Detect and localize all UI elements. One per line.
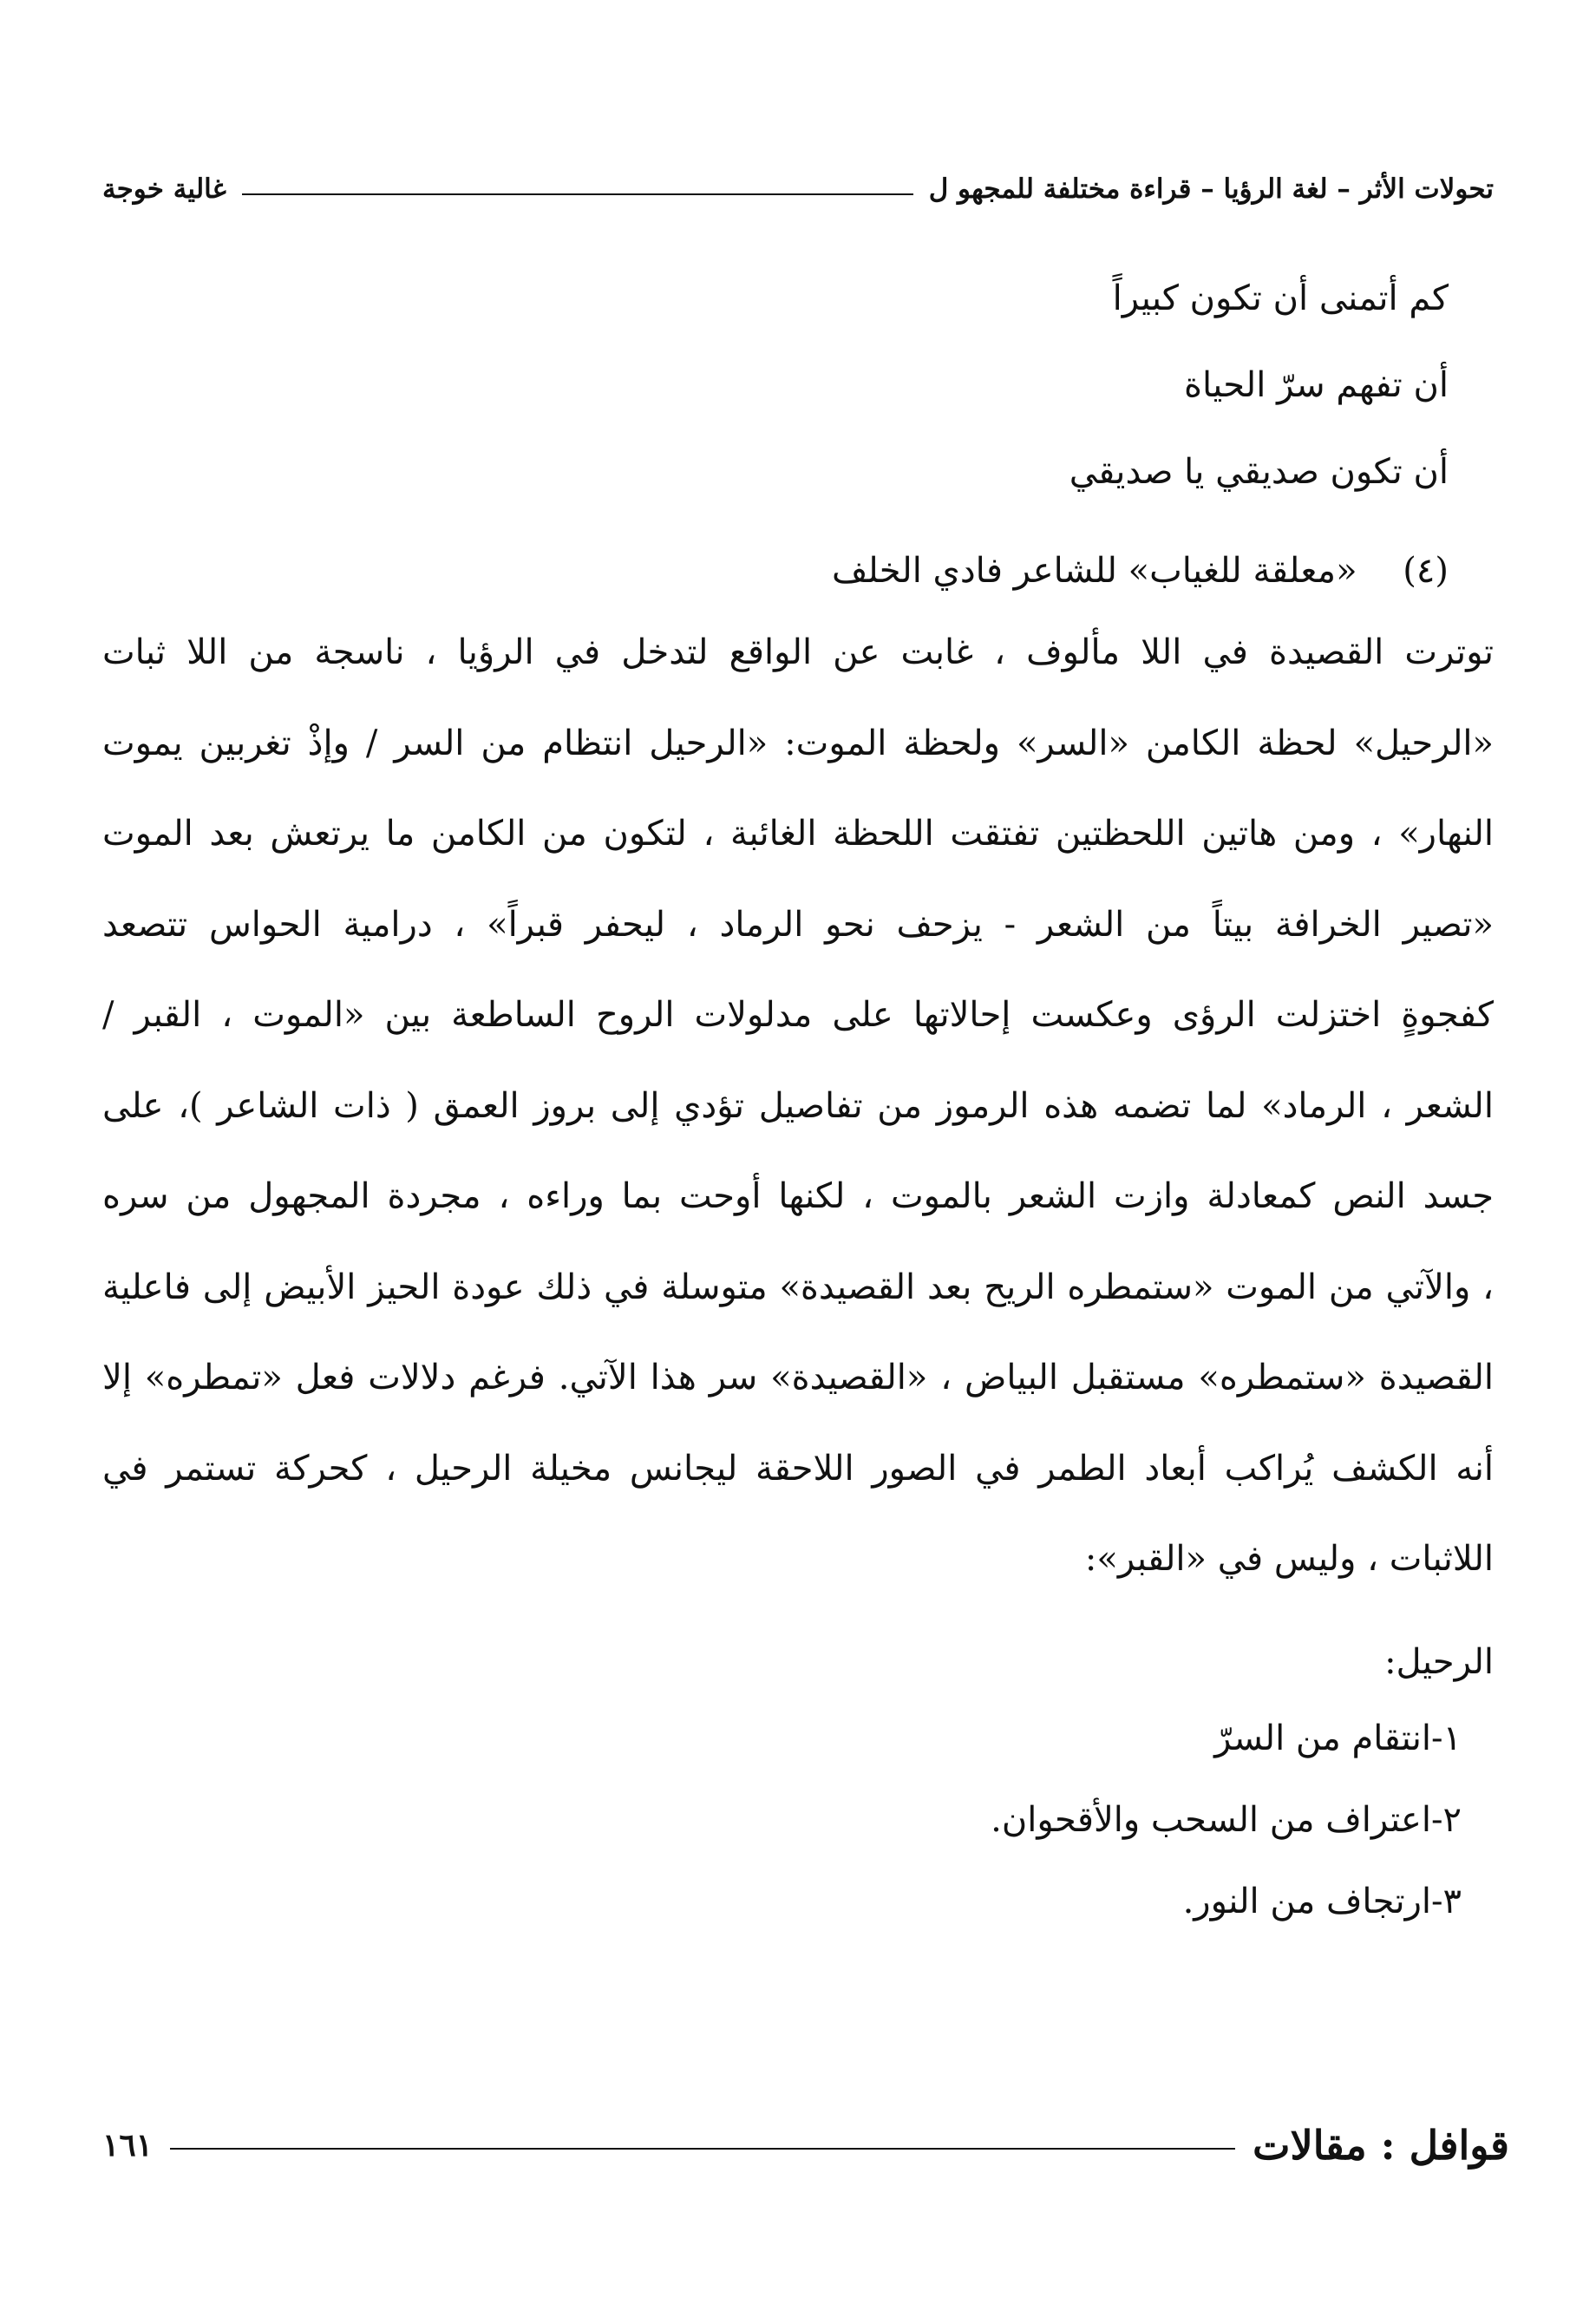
section-title: «معلقة للغياب» للشاعر فادي الخلف <box>832 551 1357 591</box>
header-rule <box>242 193 913 195</box>
article-title: تحولات الأثر – لغة الرؤيا – قراءة مختلفة للمجهو ل <box>928 173 1494 205</box>
footer-rule <box>170 2148 1235 2150</box>
list-item: ٢-اعتراف من السحب والأقحوان. <box>991 1800 1462 1840</box>
paragraph-line: أنه الكشف يُراكب أبعاد الطمر في الصور اللاحقة ليجانس مخيلة الرحيل ، كحركة تستمر في <box>102 1448 1494 1489</box>
list-item: ١-انتقام من السرّ <box>1214 1718 1462 1758</box>
list-label: الرحيل: <box>1384 1642 1494 1682</box>
body-paragraph <box>102 618 1494 1615</box>
paragraph-line: ، والآتي من الموت «ستمطره الريح بعد القصيدة» متوسلة في ذلك عودة الحيز الأبيض إلى فاعلية <box>102 1267 1494 1307</box>
paragraph-line: الشعر ، الرماد» لما تضمه هذه الرموز من تفاصيل تؤدي إلى بروز العمق ( ذات الشاعر )، على <box>102 1085 1494 1126</box>
paragraph-line: النهار» ، ومن هاتين اللحظتين تفتقت اللحظة الغائبة ، لتكون من الكامن ما يرتعش بعد الموت <box>102 814 1494 854</box>
section-heading <box>832 536 1449 605</box>
paragraph-line: القصيدة «ستمطره» مستقبل البياض ، «القصيدة» سر هذا الآتي. فرغم دلالات فعل «تمطره» إلا <box>102 1358 1494 1397</box>
paragraph-line: كفجوةٍ اختزلت الرؤى وعكست إحالاتها على مدلولات الروح الساطعة بين «الموت ، القبر / <box>102 995 1494 1035</box>
paragraph-line: «الرحيل» لحظة الكامن «السر» ولحظة الموت: «الرحيل انتظام من السر / وإذْ تغربين يموت <box>102 723 1494 763</box>
running-footer <box>102 2115 1509 2176</box>
running-header <box>102 163 1494 215</box>
list-item: ٣-ارتجاف من النور. <box>1182 1882 1462 1921</box>
page-number: ١٦١ <box>102 2127 154 2163</box>
poem-verse: كم أتمنى أن تكون كبيراً <box>1112 278 1449 318</box>
author-name: غالية خوجة <box>102 173 226 205</box>
paragraph-line: «تصير الخرافة بيتاً من الشعر - يزحف نحو الرماد ، ليحفر قبراً» ، درامية الحواس تتصعد <box>102 904 1494 945</box>
section-number: (٤) <box>1403 551 1449 591</box>
poem-excerpt <box>408 264 1449 524</box>
poem-verse: أن تفهم سرّ الحياة <box>1184 365 1449 405</box>
numbered-list <box>991 1704 1462 1948</box>
paragraph-line: اللاثبات ، وليس في «القبر»: <box>1084 1539 1494 1579</box>
journal-section: قوافل : مقالات <box>1253 2122 1509 2169</box>
paragraph-line: توترت القصيدة في اللا مألوف ، غابت عن الواقع لتدخل في الرؤيا ، ناسجة من اللا ثبات <box>102 632 1494 672</box>
paragraph-line: جسد النص كمعادلة وازت الشعر بالموت ، لكنها أوحت بما وراءه ، مجردة المجهول من سره <box>102 1176 1494 1216</box>
poem-verse: أن تكون صديقي يا صديقي <box>1069 452 1449 492</box>
